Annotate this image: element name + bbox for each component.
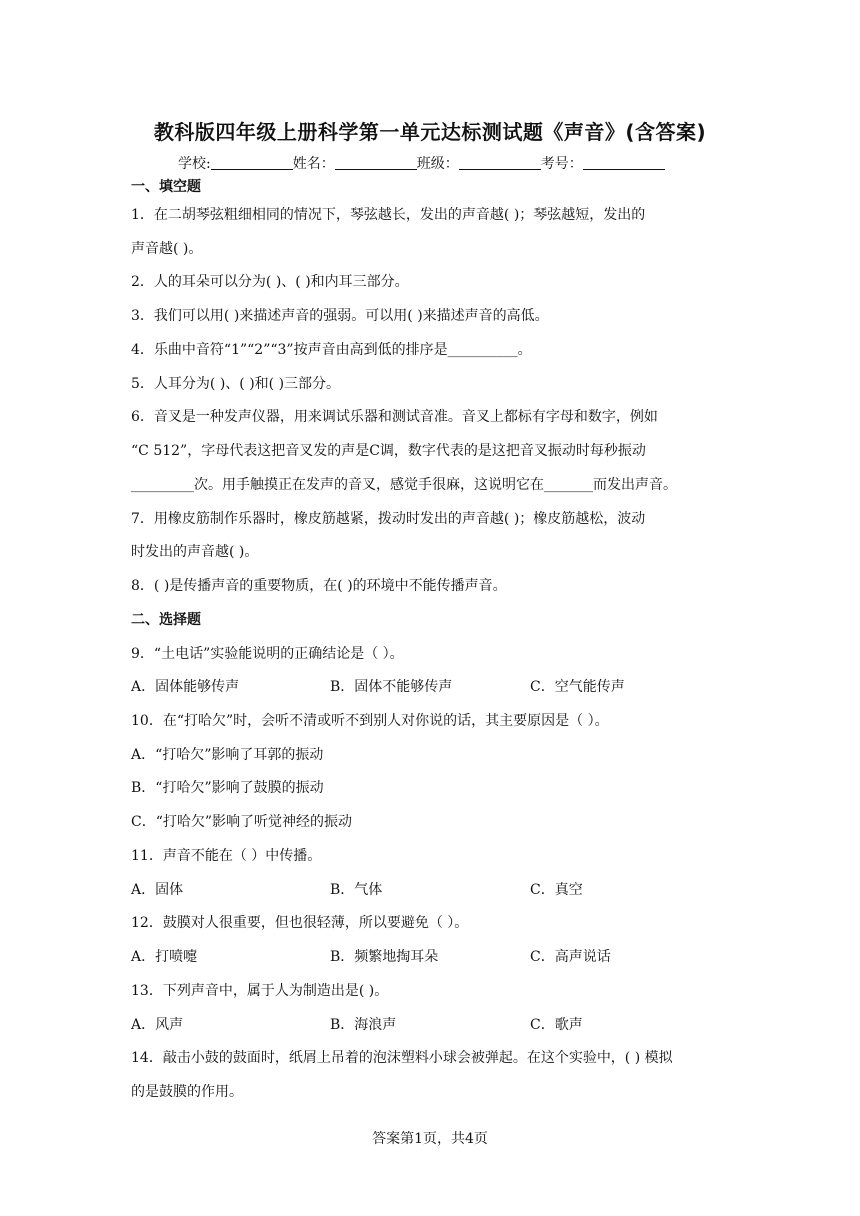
section-choice-heading: 二、选择题 — [131, 612, 201, 628]
question-2: 2．人的耳朵可以分为( )、( )和内耳三部分。 — [131, 274, 409, 290]
school-label: 学校: — [178, 156, 211, 172]
question-4: 4．乐曲中音符“1”“2”“3”按声音由高到低的排序是__________。 — [131, 342, 532, 358]
question-13: 13．下列声音中，属于人为制造出是( )。 — [131, 983, 389, 999]
section-fill-heading: 一、填空题 — [131, 179, 201, 195]
question-1-line-2: 声音越( )。 — [131, 241, 203, 257]
question-11-option-b[interactable]: B．气体 — [330, 882, 383, 898]
question-11-option-c[interactable]: C．真空 — [530, 882, 583, 898]
question-8: 8．( )是传播声音的重要物质，在( )的环境中不能传播声音。 — [131, 578, 507, 594]
question-6-line-3: _________次。用手触摸正在发声的音叉，感觉手很麻，这说明它在_______而发出声音。 — [131, 477, 677, 493]
question-12-option-c[interactable]: C．高声说话 — [530, 949, 611, 965]
exam-no-label: 考号： — [540, 156, 583, 172]
question-14-line-1: 14．敲击小鼓的鼓面时，纸屑上吊着的泡沫塑料小球会被弹起。在这个实验中，( ) 模拟 — [131, 1050, 673, 1066]
page-footer: 答案第1页，共4页 — [372, 1131, 488, 1147]
question-7-line-1: 7．用橡皮筋制作乐器时，橡皮筋越紧，拨动时发出的声音越( )；橡皮筋越松，波动 — [131, 511, 646, 527]
question-9-option-c[interactable]: C．空气能传声 — [530, 679, 625, 695]
question-10-option-a[interactable]: A．“打哈欠”影响了耳郭的振动 — [131, 747, 324, 763]
exam-no-blank[interactable] — [583, 155, 665, 170]
question-6-line-2: “C 512”，字母代表这把音叉发的声是C调，数字代表的是这把音叉振动时每秒振动 — [131, 443, 646, 459]
question-10: 10．在“打哈欠”时，会听不清或听不到别人对你说的话，其主要原因是（ ）。 — [131, 713, 609, 729]
question-7-line-2: 时发出的声音越( )。 — [131, 544, 259, 560]
question-5: 5．人耳分为( )、( )和( )三部分。 — [131, 376, 341, 392]
question-13-option-a[interactable]: A．风声 — [131, 1017, 184, 1033]
question-14-line-2: 的是鼓膜的作用。 — [131, 1084, 243, 1100]
question-12-option-a[interactable]: A．打喷嚏 — [131, 949, 198, 965]
name-label: 姓名： — [292, 156, 335, 172]
school-blank[interactable] — [211, 155, 293, 170]
question-12: 12．鼓膜对人很重要，但也很轻薄，所以要避免（ ）。 — [131, 915, 469, 931]
question-3: 3．我们可以用( )来描述声音的强弱。可以用( )来描述声音的高低。 — [131, 308, 549, 324]
class-blank[interactable] — [459, 155, 541, 170]
question-11-option-a[interactable]: A．固体 — [131, 882, 184, 898]
student-info-line — [178, 153, 665, 173]
question-9-option-b[interactable]: B．固体不能够传声 — [330, 679, 453, 695]
name-blank[interactable] — [335, 155, 417, 170]
class-label: 班级： — [416, 156, 459, 172]
question-6-line-1: 6．音叉是一种发声仪器，用来调试乐器和测试音准。音叉上都标有字母和数字，例如 — [131, 409, 658, 425]
question-13-option-c[interactable]: C．歌声 — [530, 1017, 583, 1033]
question-1-line-1: 1．在二胡琴弦粗细相同的情况下，琴弦越长，发出的声音越( )；琴弦越短，发出的 — [131, 207, 646, 223]
question-9-option-a[interactable]: A．固体能够传声 — [131, 679, 240, 695]
question-9: 9．“土电话”实验能说明的正确结论是（ ）。 — [131, 646, 404, 662]
question-11: 11．声音不能在（ ）中传播。 — [131, 848, 322, 864]
page-title: 教科版四年级上册科学第一单元达标测试题《声音》(含答案) — [153, 120, 707, 144]
question-12-option-b[interactable]: B．频繁地掏耳朵 — [330, 949, 439, 965]
question-10-option-c[interactable]: C．“打哈欠”影响了听觉神经的振动 — [131, 814, 353, 830]
question-13-option-b[interactable]: B．海浪声 — [330, 1017, 397, 1033]
question-10-option-b[interactable]: B．“打哈欠”影响了鼓膜的振动 — [131, 780, 324, 796]
